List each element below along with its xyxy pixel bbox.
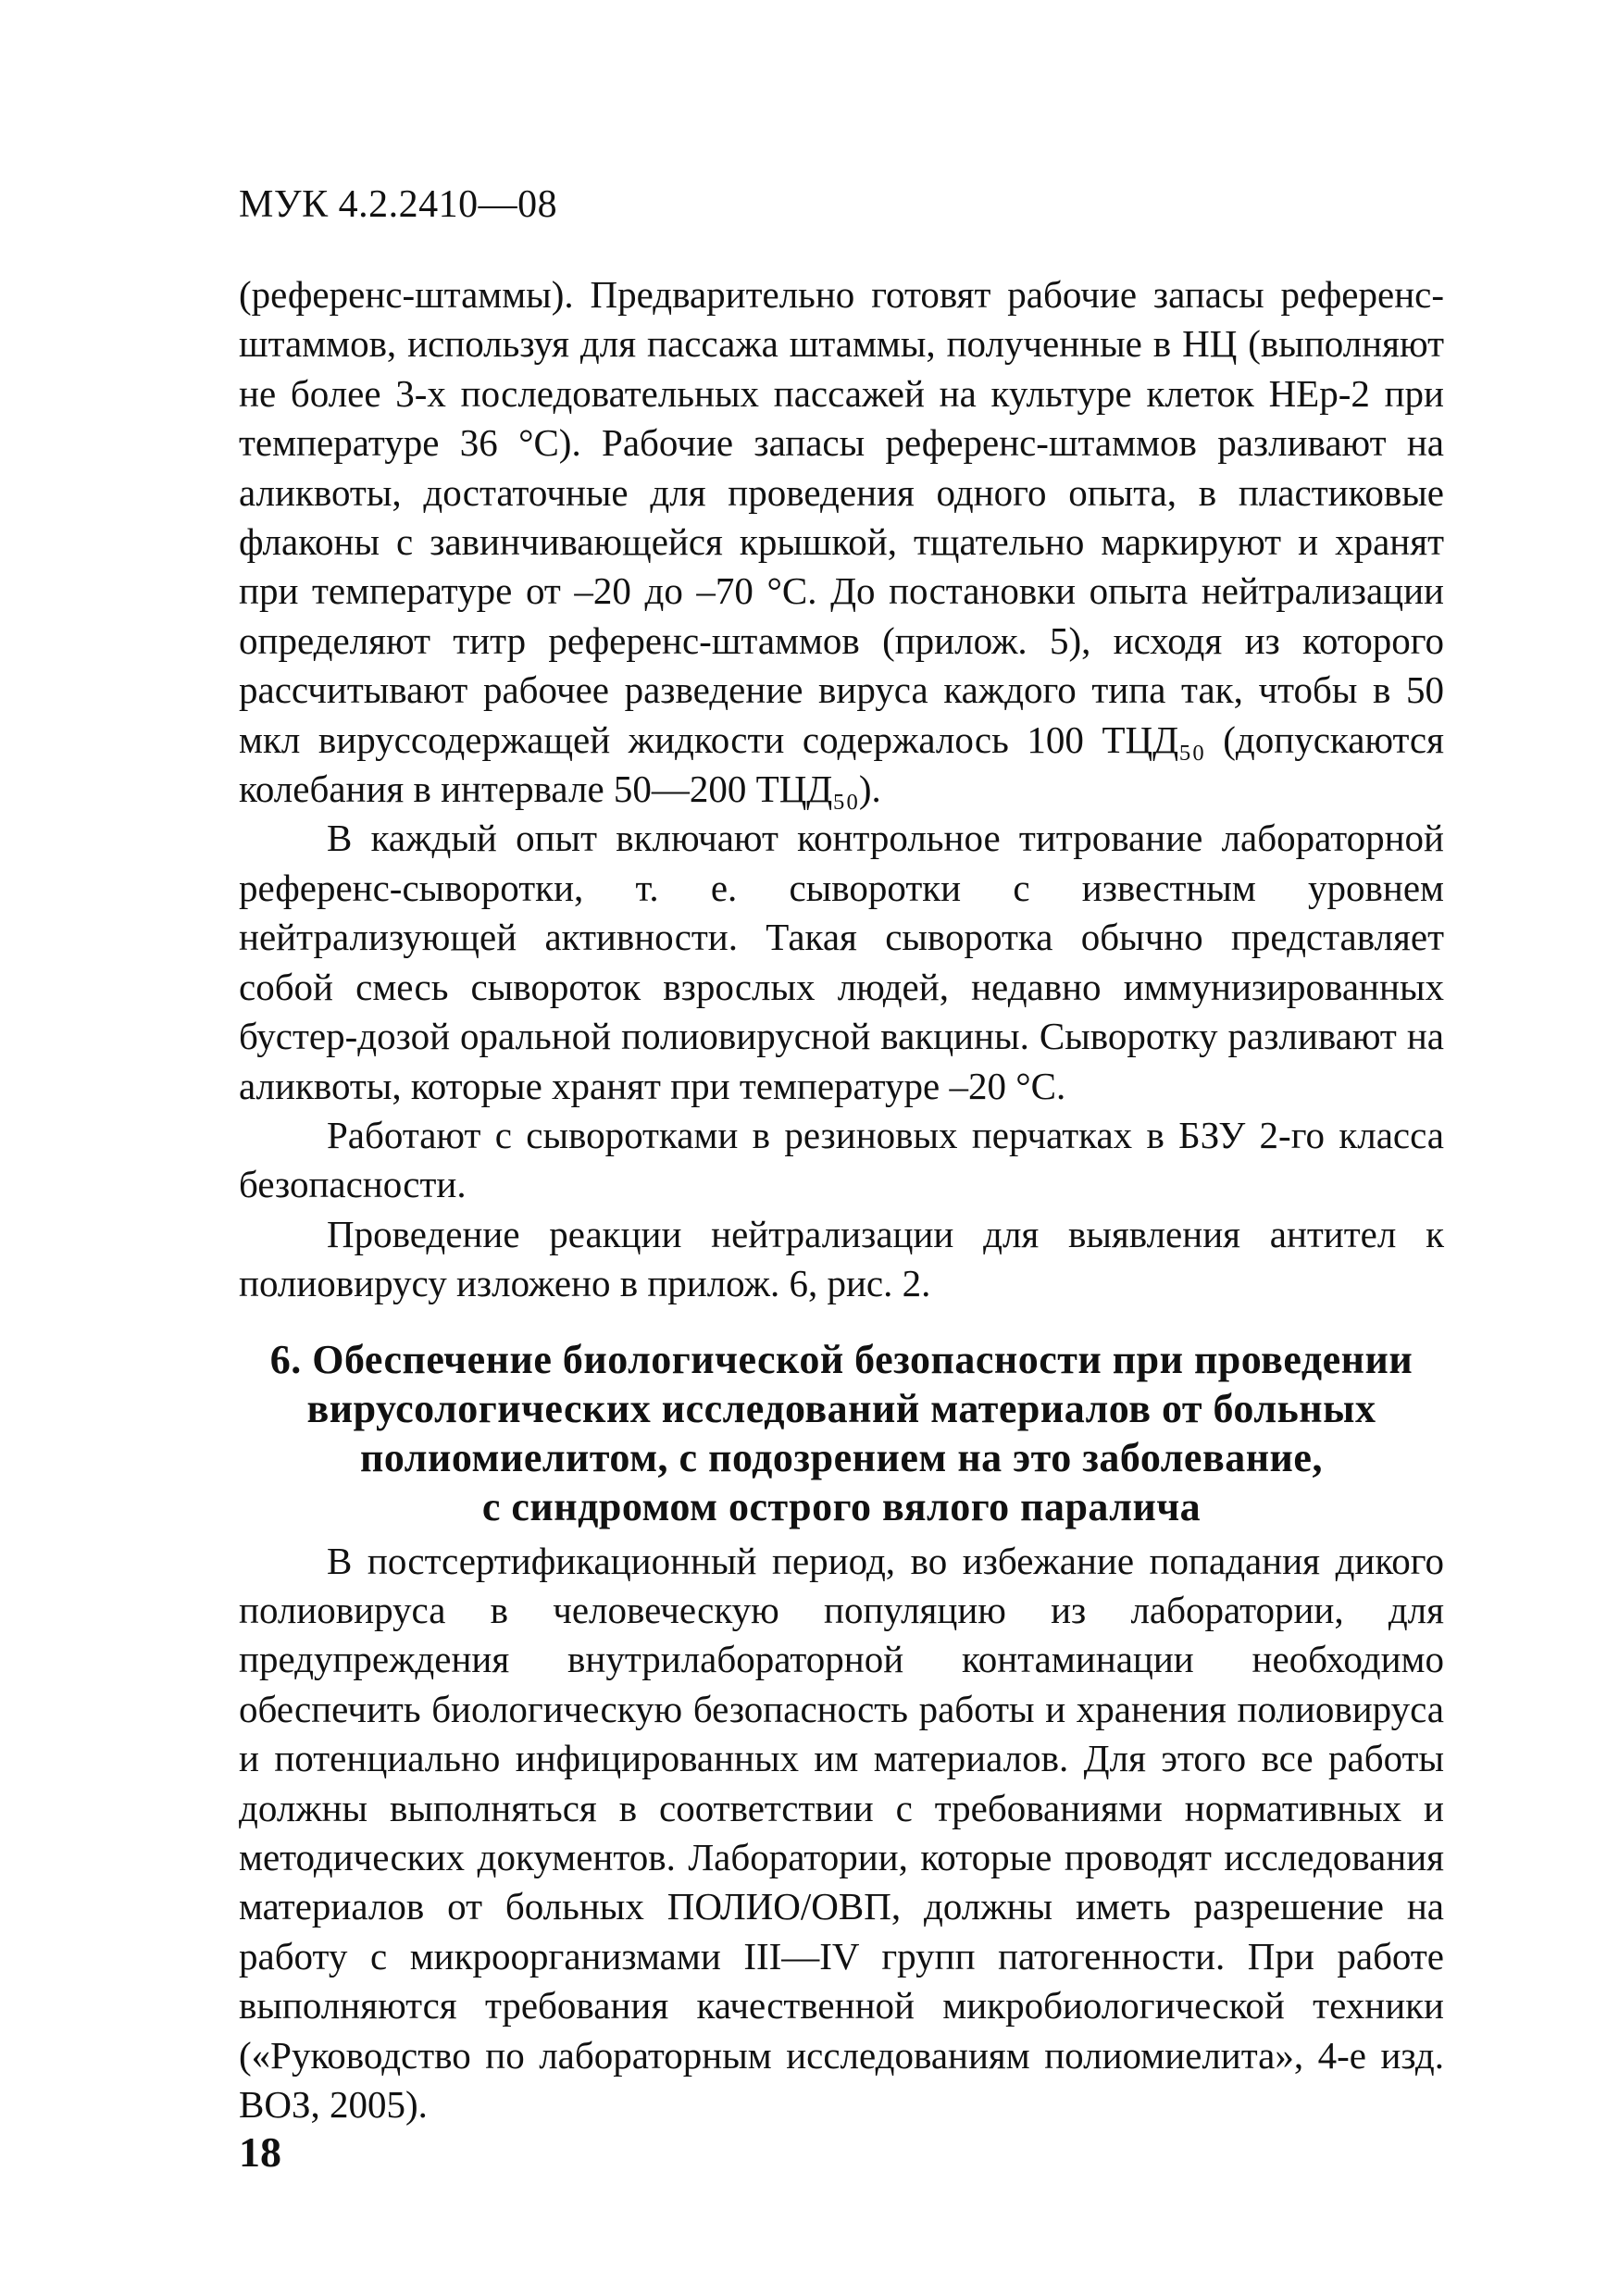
section-heading-line: с синдромом острого вялого паралича xyxy=(481,1483,1202,1529)
document-code-header: МУК 4.2.2410—08 xyxy=(239,183,558,226)
paragraph-biosafety: В постсертификационный период, во избежание попадания дикого полиовируса в человеческую популяцию из лаборатории, для предупреждения внутрилабораторной контаминации необходимо обеспечить биологическую безопасность работы и хранения полиовируса и потенциально инфицированных им материалов. Для этого все работы должны выполняться в соответствии с требованиями нормативных и методических документов. Лаборатории, которые проводят исследования материалов от больных ПОЛИО/ОВП, должны иметь разрешение на работу с микроорганизмами III—IV групп патогенности. При работе выполняются требования качественной микробиологической техники («Руководство по лабораторным исследованиям полиомиелита», 4-е изд. ВОЗ, 2005). xyxy=(239,1539,1444,2126)
document-body xyxy=(239,270,1444,2129)
document-page xyxy=(239,181,1444,2129)
section-heading-line: вирусологических исследований материалов от больных xyxy=(306,1385,1376,1431)
page-number: 18 xyxy=(239,2128,281,2176)
paragraph-safety-gloves: Работают с сыворотками в резиновых перчатках в БЗУ 2-го класса безопасности. xyxy=(239,1113,1444,1206)
section-heading xyxy=(239,1335,1444,1531)
paragraph-reference-strains: (референс-штаммы). Предварительно готовят рабочие запасы референс-штаммов, используя для пассажа штаммы, полученные в НЦ (выполняют не более 3-х последовательных пассажей на культуре клеток HEp-2 при температуре 36 °С). Рабочие запасы референс-штаммов разливают на аликвоты, достаточные для проведения одного опыта, в пластиковые флаконы с завинчивающейся крышкой, тщательно маркируют и хранят при температуре от –20 до –70 °С. До постановки опыта нейтрализации определяют титр референс-штаммов (прилож. 5), исходя из которого рассчитывают рабочее разведение вируса каждого типа так, чтобы в 50 мкл вируссодержащей жидкости содержалось 100 ТЦД₅₀ (допускаются колебания в интервале 50—200 ТЦД₅₀). xyxy=(239,273,1444,811)
section-heading-line: 6. Обеспечение биологической безопасности при проведении xyxy=(269,1336,1414,1382)
paragraph-control-serum: В каждый опыт включают контрольное титрование лабораторной референс-сыворотки, т. е. сыворотки с известным уровнем нейтрализующей активности. Такая сыворотка обычно представляет собой смесь сывороток взрослых людей, недавно иммунизированных бустер-дозой оральной полиовирусной вакцины. Сыворотку разливают на аликвоты, которые хранят при температуре –20 °С. xyxy=(239,817,1444,1107)
section-heading-line: полиомиелитом, с подозрением на это заболевание, xyxy=(360,1434,1323,1480)
paragraph-neutralization: Проведение реакции нейтрализации для выявления антител к полиовирусу изложено в прилож. 6, рис. 2. xyxy=(239,1212,1444,1305)
